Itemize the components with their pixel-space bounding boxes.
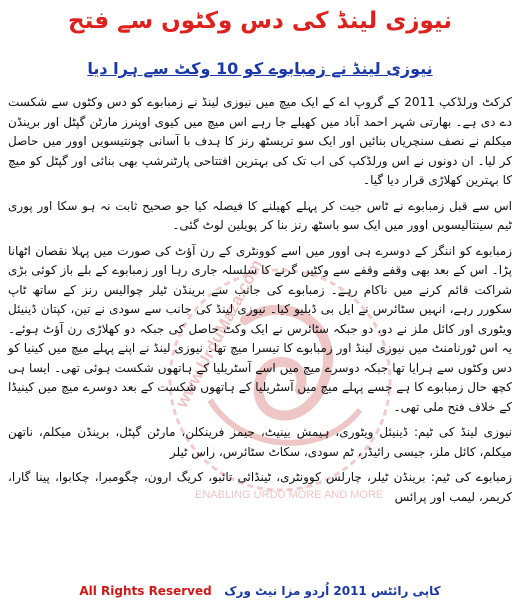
watermark-url: www.UrduMaza.com: [172, 256, 267, 411]
subtitle-link[interactable]: نیوزی لینڈ نے زمبابوے کو 10 وکٹ سے ہرا دیا: [87, 59, 433, 78]
article-body: [8, 93, 512, 513]
paragraph-3: زمبابوے کو اننگز کے دوسرے ہی اوور میں اسے کوونٹری کے رن آؤٹ کی صورت میں پہلا نقصان اٹھانا پڑا۔ اس کے بعد بھی وقفے وقفے سے وکٹیں گرنے کا سلسلہ جاری رہا اور زمبابوے کے بلے باز کوئی بڑی شراکت قائم کرنے میں ناکام رہے۔ زمبابوے کی جانب سے برینڈن ٹیلر چوالیس رنز کے ساتھ ٹاپ سکورر رہے، انہیں سٹائرس نے ایل بی ڈبلیو کیا۔ نیوزی لینڈ کی جانب سے سودی نے تین، کپتان ڈینیئل ویٹوری اور کائل ملز نے دو، دو جبکہ سٹائرس نے ایک وکٹ حاصل کی جبکہ دو کھلاڑی رن آؤٹ ہوئے۔ یہ اس ٹورنامنٹ میں نیوزی لینڈ اور زمبابوے کا تیسرا میچ تھا۔ نیوزی لینڈ نے اپنے پہلے میچ میں کینیا کو دس وکٹوں سے ہرایا تھا جبکہ دوسرے میچ میں اسے آسٹریلیا کے ہاتھوں شکست ہوئی تھی۔ ایسا ہی کچھ حال زمبابوے کا ہے جسے پہلے میچ میں آسٹریلیا کے ہاتھوں شکست کے بعد دوسرے میچ میں کینیڈا کے خلاف فتح ملی تھی۔: [8, 243, 512, 414]
team-label: نیوزی لینڈ کی ٹیم:: [413, 425, 512, 439]
paragraph-1: کرکٹ ورلڈکپ 2011 کے گروپ اے کے ایک میچ میں نیوزی لینڈ نے زمبابوے کو دس وکٹوں سے شکست دے دی ہے۔ بھارتی شہر احمد آباد میں کھیلے جا رہے اس میچ میں کیوی اوپنرز مارٹن گپٹل اور برینڈن میکلم نے نصف سنچریاں بنائیں اور ایک سو تریسٹھ رنز کا ہدف با آسانی چونتیسویں اوور میں حاصل کر لیا۔ ان دونوں نے اس ورلڈکپ کی اب تک کی بہترین افتتاحی پارٹنرشپ بھی بنائی اور گپٹل کو میچ کا بہترین کھلاڑی قرار دیا گیا۔: [8, 95, 513, 187]
article-title: نیوزی لینڈ کی دس وکٹوں سے فتح: [68, 8, 452, 34]
rights-text: All Rights Reserved: [79, 584, 212, 598]
copyright-footer: [0, 580, 520, 602]
copyright-urdu: کاپی رائٹس 2011 اُردو مزا نیٹ ورک: [224, 584, 441, 598]
team-players: ڈینیئل ویٹوری، ہیمش بینیٹ، جیمز فرینکلن، مارٹن گپٹل، برینڈن میکلم، ناتھن میکلم، کائل ملز، جیسی رائیڈر، ٹم سودی، سکاٹ سٹائرس، راس ٹیلر: [8, 425, 512, 459]
paragraph-2: اس سے قبل زمبابوے نے ٹاس جیت کر پہلے کھیلنے کا فیصلہ کیا جو صحیح ثابت نہ ہو سکا اور پوری ٹیم سینتالیسویں اوور میں ایک سو باسٹھ رنز بنا کر پویلین لوٹ گئی۔: [8, 198, 512, 232]
team-label: زمبابوے کی ٹیم:: [430, 470, 512, 484]
watermark-tagline: ENABLING URDU MORE AND MORE: [195, 489, 384, 501]
article-subtitle[interactable]: [0, 58, 520, 80]
team-players: برینڈن ٹیلر، چارلس کوونٹری، ٹینڈائی تائبو، کریگ ارون، چگومبرا، چکابوا، پینا گارا، کریمر، لیمب اور پرائس: [8, 470, 512, 504]
team-new-zealand: [8, 423, 512, 462]
team-zimbabwe: [8, 468, 512, 507]
